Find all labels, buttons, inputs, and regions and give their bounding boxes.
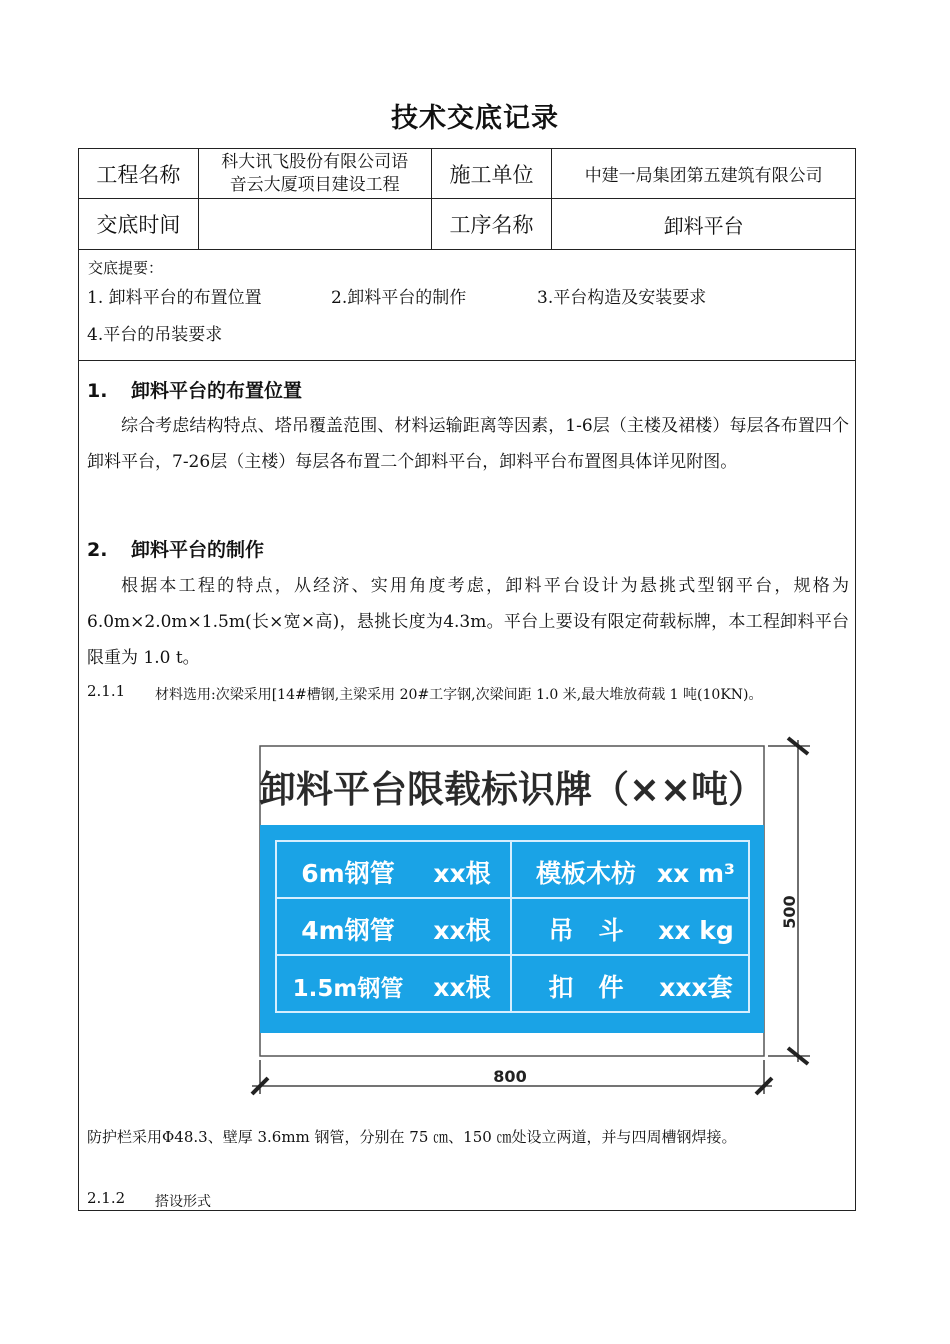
summary-label: 交底提要：	[88, 259, 164, 277]
s211-number: 2.1.1	[87, 682, 126, 700]
sign-cell: 1.5m钢管	[292, 976, 404, 1002]
sign-cell: xx kg	[658, 916, 734, 945]
sign-cell: xx m³	[657, 859, 735, 888]
summary-item-1: 1. 卸料平台的布置位置	[87, 288, 262, 308]
sign-cell: 扣 件	[548, 973, 624, 1002]
sign-cell: xx根	[433, 859, 491, 888]
summary-item-2: 2.卸料平台的制作	[331, 288, 467, 308]
project-value-line1: 科大讯飞股份有限公司语	[221, 151, 409, 172]
project-value-line2: 音云大厦项目建设工程	[229, 174, 400, 195]
summary-item-3: 3.平台构造及安装要求	[537, 288, 707, 308]
s212-text: 搭设形式	[155, 1194, 211, 1210]
load-sign-drawing	[248, 736, 818, 1098]
process-label: 工序名称	[431, 199, 552, 250]
unit-value: 中建一局集团第五建筑有限公司	[552, 149, 856, 199]
section1-title: 卸料平台的布置位置	[131, 380, 303, 402]
width-dimension-label: 800	[493, 1067, 527, 1086]
header-table	[78, 148, 856, 250]
height-dimension-label: 500	[780, 895, 799, 929]
unit-label: 施工单位	[431, 149, 552, 199]
section1-body: 综合考虑结构特点、塔吊覆盖范围、材料运输距离等因素，1-6层（主楼及裙楼）每层各布置四个卸料平台，7-26层（主楼）每层各布置二个卸料平台，卸料平台布置图具体详见附图。	[87, 416, 849, 472]
sign-cell: 4m钢管	[301, 916, 395, 945]
process-value: 卸料平台	[552, 199, 856, 250]
time-value	[198, 199, 431, 250]
sign-cell: 吊 斗	[548, 916, 624, 945]
section2-title: 卸料平台的制作	[131, 539, 265, 561]
section1-heading	[87, 376, 302, 403]
guardrail-text: 防护栏采用Φ48.3、壁厚 3.6mm 钢管，分别在 75 ㎝、150 ㎝处设立两道，并与四周槽钢焊接。	[87, 1128, 737, 1146]
section2-number: 2.	[87, 539, 108, 561]
sign-cell: xx根	[433, 916, 491, 945]
s212-number: 2.1.2	[87, 1189, 126, 1207]
sign-cell: xxx套	[659, 973, 733, 1002]
document-title: 技术交底记录	[391, 103, 559, 134]
sign-cell: xx根	[433, 973, 491, 1002]
sign-title: 卸料平台限载标识牌（××吨）	[258, 768, 766, 811]
project-label: 工程名称	[79, 149, 199, 199]
summary-box	[78, 249, 856, 361]
section1-number: 1.	[87, 380, 108, 402]
header-row-2	[79, 199, 856, 250]
section2-body: 根据本工程的特点，从经济、实用角度考虑，卸料平台设计为悬挑式型钢平台，规格为6.0m×2.0m×1.5m(长×宽×高)，悬挑长度为4.3m。平台上要设有限定荷载标牌，本工程卸料平台限重为 1.0 t。	[87, 576, 849, 668]
project-value	[198, 149, 431, 199]
sign-cell: 模板木枋	[535, 859, 637, 888]
s211-text: 材料选用:次梁采用[14#槽钢,主梁采用 20#工字钢,次梁间距 1.0 米,最大堆放荷载 1 吨(10KN)。	[155, 687, 763, 703]
section2-heading	[87, 535, 264, 562]
time-label: 交底时间	[79, 199, 199, 250]
sign-cell: 6m钢管	[301, 859, 395, 888]
summary-item-4: 4.平台的吊装要求	[87, 325, 223, 345]
header-row-1	[79, 149, 856, 199]
